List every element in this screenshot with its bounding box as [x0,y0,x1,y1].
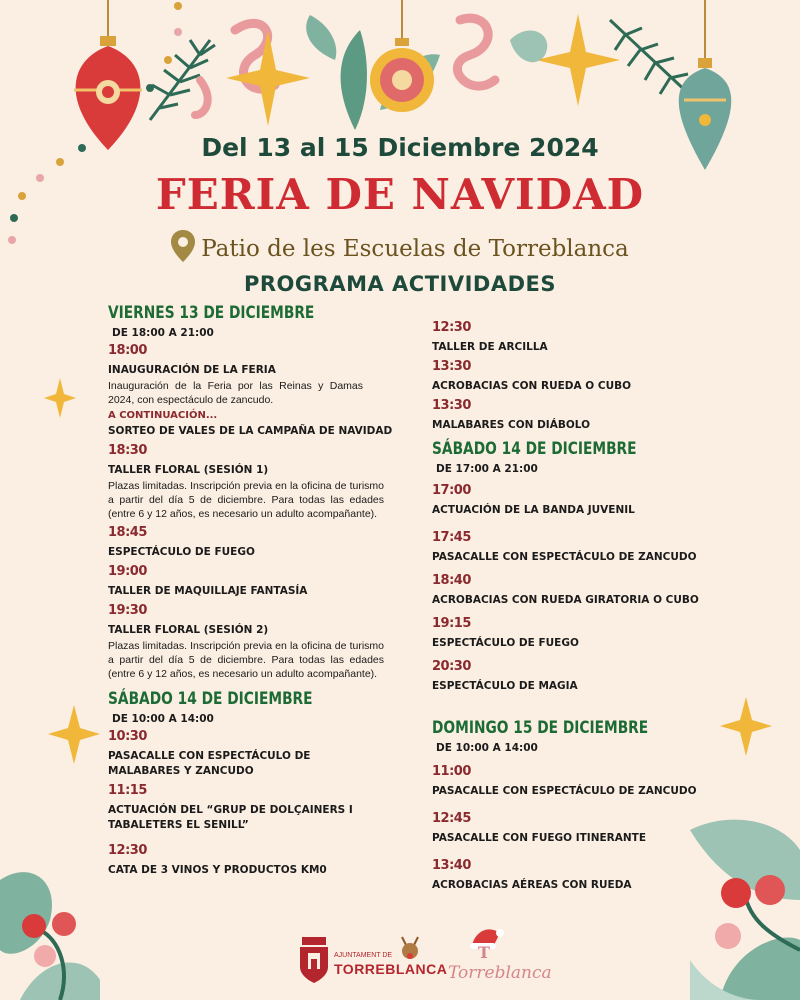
activity: ACROBACIAS CON RUEDA O CUBO [432,380,632,392]
teal-leaf-icon [510,31,547,63]
time: 19:30 [108,603,147,618]
time: 17:00 [432,483,471,498]
hours: DE 10:00 A 14:00 [112,713,214,725]
time: 19:15 [432,616,471,631]
activity: MALABARES CON DIÁBOLO [432,419,590,431]
time: 10:30 [108,729,147,744]
activity-description: Inauguración de la Feria por las Reinas y Damas 2024, con espectáculo de zancudo. [108,380,363,406]
activity: PASACALLE CON FUEGO ITINERANTE [432,832,647,844]
reindeer-icon [398,935,422,965]
activity: ACTUACIÓN DEL “GRUP DE DOLÇAINERS I TABALETERS EL SENILL” [108,804,353,831]
time: 12:45 [432,811,471,826]
activity: SORTEO DE VALES DE LA CAMPAÑA DE NAVIDAD [108,425,393,437]
coat-of-arms-icon [298,937,330,983]
time: 11:15 [108,783,147,798]
time: 12:30 [108,843,147,858]
hours: DE 17:00 A 21:00 [436,463,538,475]
activity: TALLER DE ARCILLA [432,341,548,353]
pink-ribbon-icon [457,18,495,86]
activity: ESPECTÁCULO DE FUEGO [108,546,255,558]
time: 12:30 [432,320,471,335]
footer-logos [298,935,568,995]
hours: DE 18:00 A 21:00 [112,327,214,339]
time: 18:30 [108,443,147,458]
event-dates: Del 13 al 15 Diciembre 2024 [201,133,599,162]
ajuntament-name: TORREBLANCA [334,961,448,977]
activity-description: Plazas limitadas. Inscripción previa en la oficina de turismo a partir del día 5 de diciembre. Para todas las edades (entre 6 y 12 años, es necesario un adulto acompañante). [108,480,384,520]
activity: PASACALLE CON ESPECTÁCULO DE MALABARES Y ZANCUDO [108,750,311,777]
activity: PASACALLE CON ESPECTÁCULO DE ZANCUDO [432,785,697,797]
time: 20:30 [432,659,471,674]
day-heading-sunday: DOMINGO 15 DE DICIEMBRE [432,718,649,738]
venue-name: Patio de les Escuelas de Torreblanca [201,236,629,262]
pink-ribbon-icon [195,80,208,115]
activity: INAUGURACIÓN DE LA FERIA [108,364,276,376]
activity-description: Plazas limitadas. Inscripción previa en la oficina de turismo a partir del día 5 de diciembre. Para todas las edades (entre 6 y 12 años, es necesario un adulto acompañante). [108,640,384,680]
time: 18:00 [108,343,147,358]
time: 13:30 [432,359,471,374]
activity: ESPECTÁCULO DE MAGIA [432,680,578,692]
activity: TALLER FLORAL (SESIÓN 2) [108,624,269,636]
day-heading-saturday-morning: SÁBADO 14 DE DICIEMBRE [108,689,313,709]
time: 17:45 [432,530,471,545]
activity: ACROBACIAS AÉREAS CON RUEDA [432,879,632,891]
activity: TALLER DE MAQUILLAJE FANTASÍA [108,585,308,597]
time: 18:45 [108,525,147,540]
left-column [108,303,420,878]
time: 11:00 [432,764,471,779]
time: 13:40 [432,858,471,873]
time: 18:40 [432,573,471,588]
time: 19:00 [108,564,147,579]
day-heading-saturday-afternoon: SÁBADO 14 DE DICIEMBRE [432,439,637,459]
activity: ACTUACIÓN DE LA BANDA JUVENIL [432,504,635,516]
ajuntament-label: AJUNTAMENT DE [334,952,393,959]
activity: TALLER FLORAL (SESIÓN 1) [108,464,269,476]
activity: CATA DE 3 VINOS Y PRODUCTOS KM0 [108,864,327,876]
continuation-label: A CONTINUACIÓN... [108,410,218,421]
activity: PASACALLE CON ESPECTÁCULO DE ZANCUDO [432,551,697,563]
red-ornament-icon [74,0,142,150]
pine-branch-right-icon [610,20,690,95]
day-heading-friday: VIERNES 13 DE DICIEMBRE [108,303,315,323]
venue [0,230,800,262]
brand-wordmark: Torreblanca [448,963,552,983]
brand-mark: T [478,943,490,962]
location-pin-icon [171,230,195,262]
hours: DE 10:00 A 14:00 [436,742,538,754]
right-column [432,316,732,893]
activity: ESPECTÁCULO DE FUEGO [432,637,579,649]
holly-berries-left-icon [0,872,100,1000]
program-heading: PROGRAMA ACTIVIDADES [244,272,556,296]
page-title: FERIA DE NAVIDAD [155,170,645,219]
time: 13:30 [432,398,471,413]
activity: ACROBACIAS CON RUEDA GIRATORIA O CUBO [432,594,699,606]
